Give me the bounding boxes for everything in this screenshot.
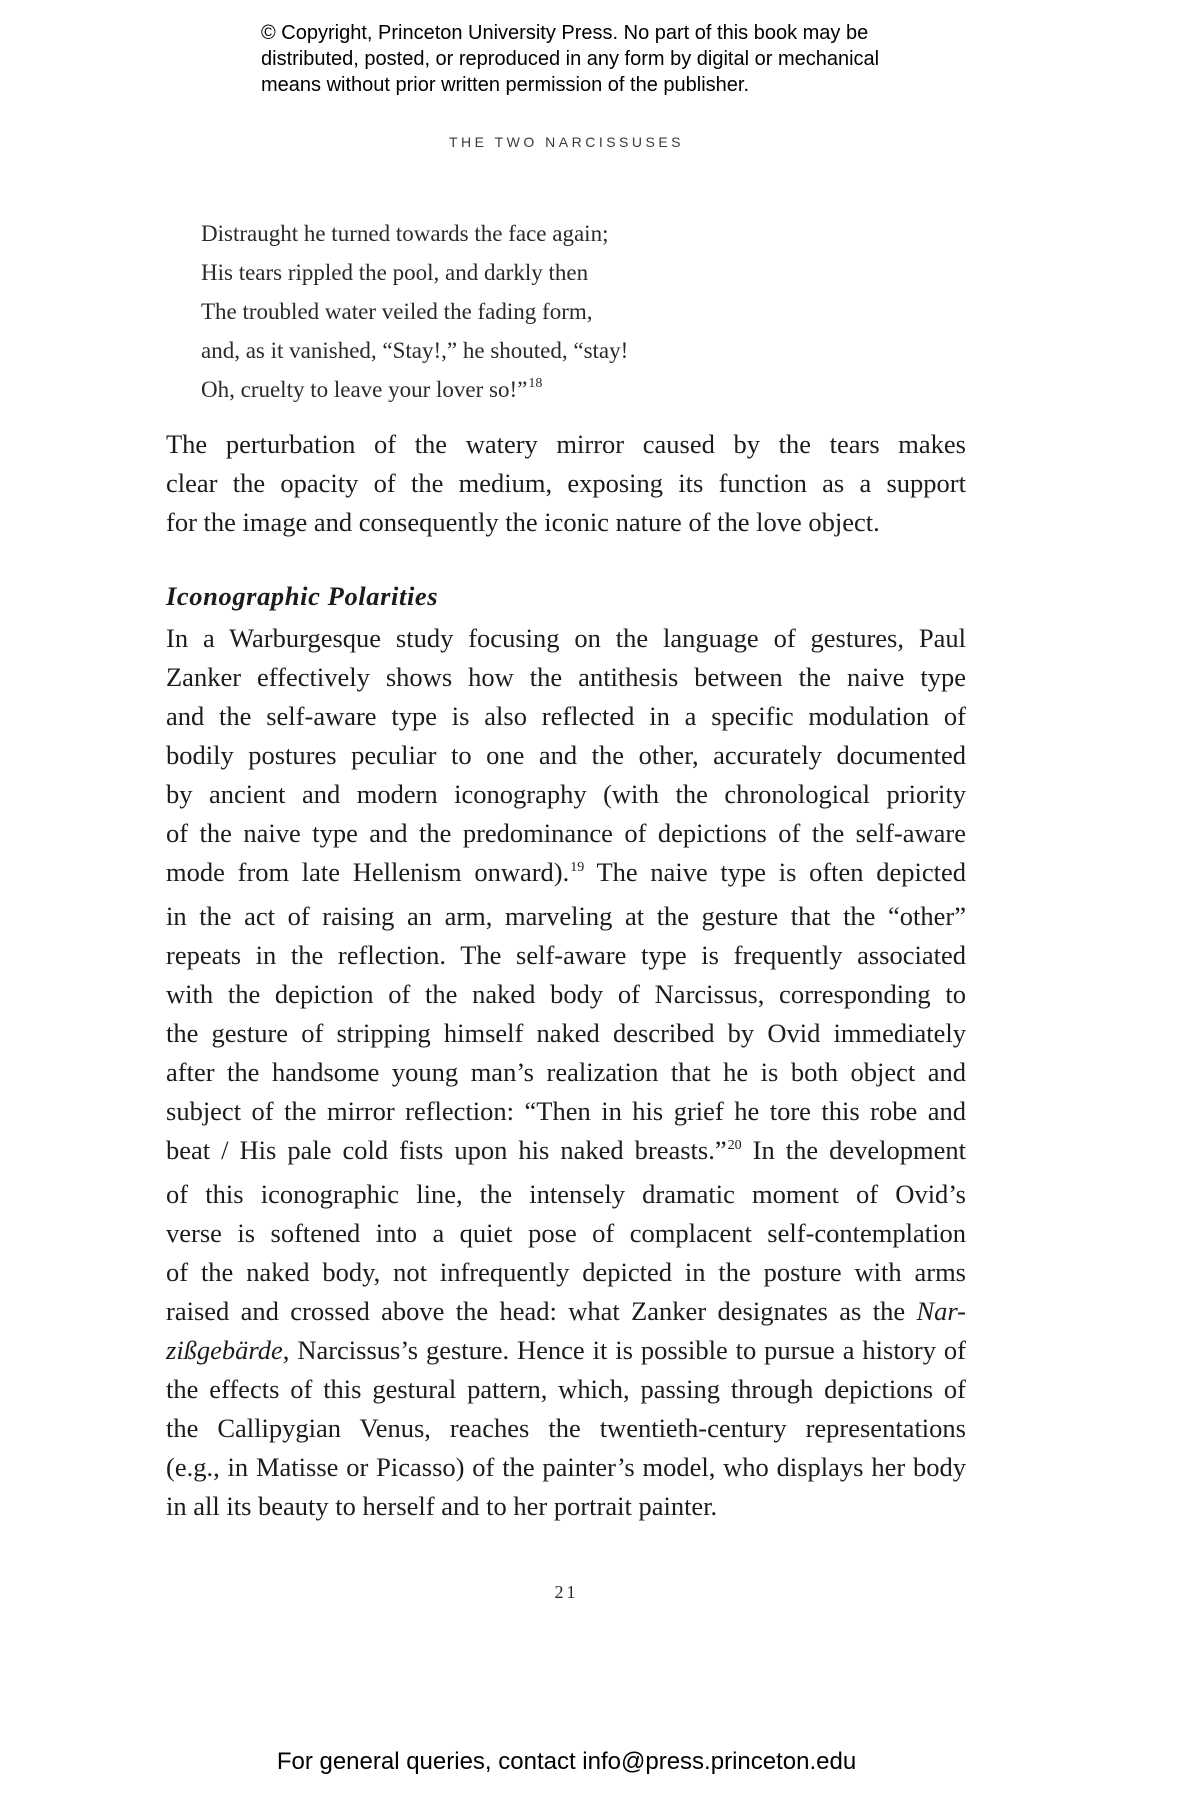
- copyright-line: © Copyright, Princeton University Press. No part of this book may be: [261, 22, 869, 44]
- text-segment: In the development: [741, 1135, 966, 1165]
- verse-line-text: Oh, cruelty to leave your lover so!”: [201, 377, 528, 402]
- text-line: with the depiction of the naked body of Narcissus, corresponding to: [166, 979, 966, 1009]
- text-line: in the act of raising an arm, marveling at the gesture that the “other”: [166, 901, 966, 931]
- text-segment: beat / His pale cold fists upon his naked breasts.”: [166, 1135, 727, 1165]
- italic-term: zißgebärde: [166, 1335, 283, 1365]
- running-head: THE TWO NARCISSUSES: [448, 134, 685, 150]
- italic-term: Nar-: [916, 1296, 966, 1326]
- text-line: the Callipygian Venus, reaches the twentieth-century representations: [166, 1413, 966, 1443]
- text-line: of the naive type and the predominance of depictions of the self-aware: [166, 818, 966, 848]
- text-line: the effects of this gestural pattern, which, passing through depictions of: [166, 1374, 966, 1404]
- text-line: (e.g., in Matisse or Picasso) of the painter’s model, who displays her body: [166, 1452, 966, 1482]
- text-line: the gesture of stripping himself naked described by Ovid immediately: [166, 1018, 966, 1048]
- verse-line: His tears rippled the pool, and darkly then: [201, 260, 589, 285]
- text-line: subject of the mirror reflection: “Then in his grief he tore this robe and: [166, 1096, 966, 1126]
- text-line: Zanker effectively shows how the antithesis between the naive type: [166, 662, 966, 692]
- text-line: [166, 1331, 966, 1370]
- text-line: of the naked body, not infrequently depicted in the posture with arms: [166, 1257, 966, 1287]
- footer-contact: For general queries, contact info@press.princeton.edu: [276, 1748, 857, 1775]
- footnote-ref[interactable]: 18: [528, 376, 543, 391]
- copyright-line: means without prior written permission of the publisher.: [261, 74, 750, 96]
- text-line: after the handsome young man’s realization that he is both object and: [166, 1057, 966, 1087]
- text-line: The perturbation of the watery mirror caused by the tears makes: [166, 429, 966, 459]
- copyright-notice: [261, 20, 981, 98]
- verse-line: and, as it vanished, “Stay!,” he shouted, “stay!: [201, 338, 629, 363]
- section-heading: Iconographic Polarities: [166, 581, 439, 611]
- text-line: for the image and consequently the iconic nature of the love object.: [166, 507, 880, 537]
- verse-quotation: [201, 214, 628, 413]
- text-line: by ancient and modern iconography (with the chronological priority: [166, 779, 966, 809]
- paragraph-2: [166, 619, 966, 1526]
- page-number: 21: [554, 1582, 579, 1602]
- copyright-line: distributed, posted, or reproduced in any form by digital or mechanical: [261, 48, 880, 70]
- text-line: verse is softened into a quiet pose of complacent self-contemplation: [166, 1218, 966, 1248]
- text-segment: , Narcissus’s gesture. Hence it is possible to pursue a history of: [282, 1335, 966, 1365]
- text-segment: The naive type is often depicted: [584, 857, 967, 887]
- text-line: [166, 1131, 966, 1175]
- verse-line: The troubled water veiled the fading form,: [201, 299, 593, 324]
- text-line: repeats in the reflection. The self-aware type is frequently associated: [166, 940, 966, 970]
- text-segment: mode from late Hellenism onward).: [166, 857, 570, 887]
- text-segment: raised and crossed above the head: what Zanker designates as the: [166, 1296, 917, 1326]
- text-line: [166, 1292, 966, 1331]
- text-line: In a Warburgesque study focusing on the language of gestures, Paul: [166, 623, 966, 653]
- footnote-ref[interactable]: 19: [570, 860, 585, 875]
- paragraph-1: [166, 425, 966, 542]
- text-line: and the self-aware type is also reflected in a specific modulation of: [166, 701, 966, 731]
- text-line: clear the opacity of the medium, exposing its function as a support: [166, 468, 966, 498]
- text-line: bodily postures peculiar to one and the other, accurately documented: [166, 740, 966, 770]
- text-line: of this iconographic line, the intensely dramatic moment of Ovid’s: [166, 1179, 966, 1209]
- text-line: in all its beauty to herself and to her portrait painter.: [166, 1491, 718, 1521]
- footnote-ref[interactable]: 20: [727, 1138, 742, 1153]
- verse-line: Distraught he turned towards the face again;: [201, 221, 609, 246]
- text-line: [166, 853, 966, 897]
- verse-line: [201, 370, 628, 413]
